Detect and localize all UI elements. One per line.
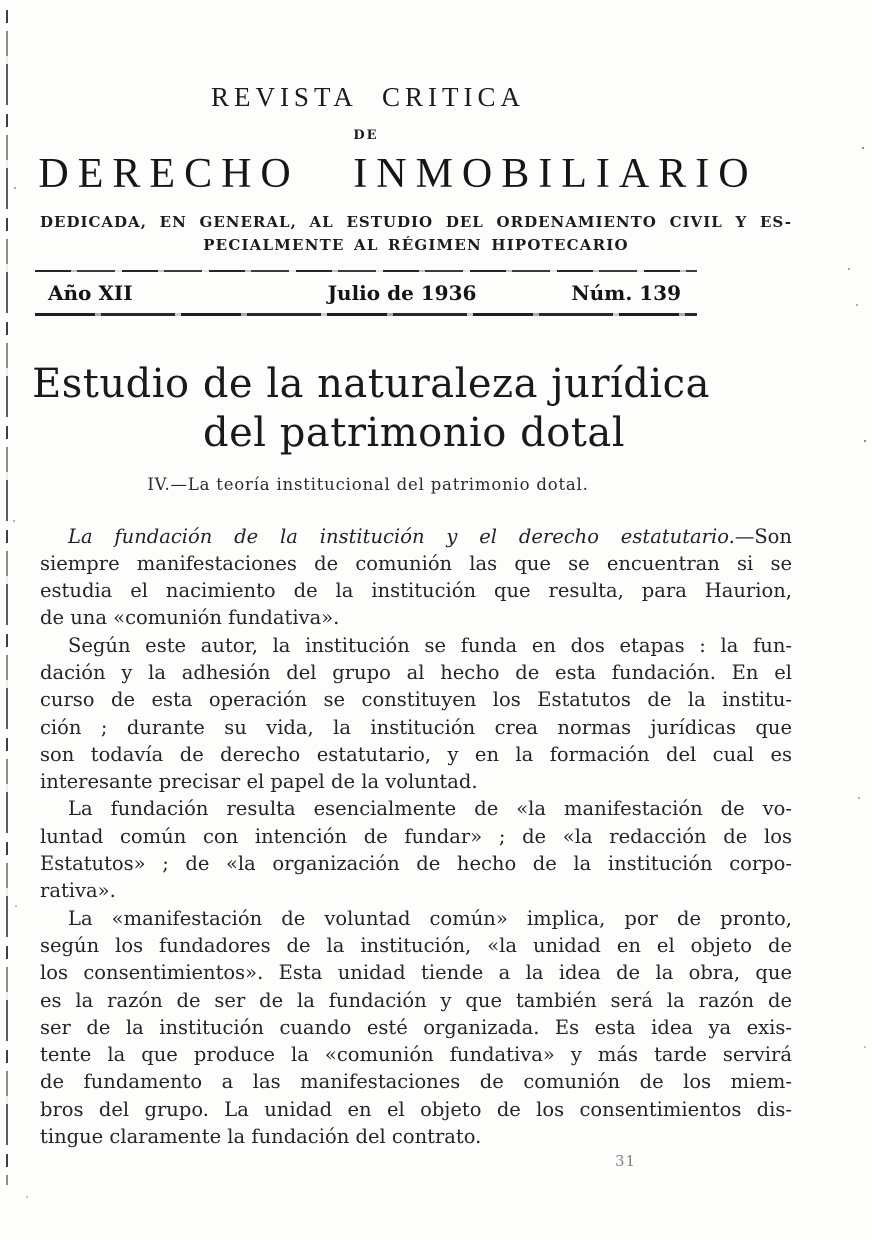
journal-subtitle-line1: DEDICADA, EN GENERAL, AL ESTUDIO DEL ORDENAMIENTO CIVIL Y ES- xyxy=(40,213,792,231)
issue-date: Julio de 1936 xyxy=(327,280,477,305)
issue-year: Año XII xyxy=(48,280,133,305)
paragraph xyxy=(40,795,792,904)
body-line: luntad común con intención de fundar» ; de «la redacción de los xyxy=(40,824,792,848)
issue-number: Núm. 139 xyxy=(571,280,681,305)
body-line: los consentimientos». Esta unidad tiende a la idea de la obra, que xyxy=(40,961,792,985)
paragraph xyxy=(40,632,792,796)
issue-bar-bottom-rule xyxy=(35,313,697,316)
body-line: tente la que produce la «comunión fundativa» y más tarde servirá xyxy=(40,1043,792,1067)
issue-bar-row xyxy=(35,272,697,313)
article-title-line2: del patrimonio dotal xyxy=(203,409,625,456)
journal-title-de: DE xyxy=(353,128,379,143)
body-line: estudia el nacimiento de la institución que resulta, para Haurion, xyxy=(40,579,792,603)
masthead xyxy=(40,82,792,257)
body-line: Estatutos» ; de «la organización de hecho de la institución corpo- xyxy=(40,852,792,876)
body-line: siempre manifestaciones de comunión las que se encuentran si se xyxy=(40,551,792,575)
body-line: es la razón de ser de la fundación y que también será la razón de xyxy=(40,988,792,1012)
article-body xyxy=(40,523,792,1151)
paragraph xyxy=(40,523,792,632)
body-line: dación y la adhesión del grupo al hecho de esta fundación. En el xyxy=(40,660,792,684)
section-heading: IV.—La teoría institucional del patrimonio dotal. xyxy=(147,474,589,494)
page-content xyxy=(32,0,792,1150)
article-title-line1: Estudio de la naturaleza jurídica xyxy=(32,360,710,407)
article-title xyxy=(32,360,792,458)
body-line: según los fundadores de la institución, «la unidad en el objeto de xyxy=(40,933,792,957)
body-line: interesante precisar el papel de la voluntad. xyxy=(40,770,478,794)
body-line: tingue claramente la fundación del contrato. xyxy=(40,1125,482,1149)
body-line: de fundamento a las manifestaciones de comunión de los miem- xyxy=(40,1070,792,1094)
body-line: La fundación de la institución y el derecho estatutario.—Son xyxy=(68,524,792,548)
journal-title-top: REVISTA CRITICA xyxy=(210,82,526,112)
body-line: son todavía de derecho estatutario, y en la formación del cual es xyxy=(40,742,792,766)
page-number: 31 xyxy=(615,1152,637,1170)
scan-gutter-artifact xyxy=(6,10,8,1185)
body-line: bros del grupo. La unidad en el objeto de los consentimientos dis- xyxy=(40,1097,792,1121)
body-line: ción ; durante su vida, la institución crea normas jurídicas que xyxy=(40,715,792,739)
body-line: rativa». xyxy=(40,879,116,903)
body-line: ser de la institución cuando esté organizada. Es esta idea ya exis- xyxy=(40,1015,792,1039)
paragraph xyxy=(40,905,792,1151)
italic-lead: La fundación de la institución y el derecho estatutario. xyxy=(68,524,735,548)
journal-title-main: DERECHO INMOBILIARIO xyxy=(38,151,758,197)
body-line: Según este autor, la institución se funda en dos etapas : la fun- xyxy=(68,633,792,657)
body-line: de una «comunión fundativa». xyxy=(40,606,340,630)
body-line: La «manifestación de voluntad común» implica, por de pronto, xyxy=(68,906,792,930)
journal-subtitle xyxy=(40,211,792,257)
scan-specks xyxy=(0,0,2,2)
journal-subtitle-line2: PECIALMENTE AL RÉGIMEN HIPOTECARIO xyxy=(203,236,629,254)
body-line: La fundación resulta esencialmente de «la manifestación de vo- xyxy=(68,797,792,821)
body-line: curso de esta operación se constituyen los Estatutos de la institu- xyxy=(40,688,792,712)
issue-bar xyxy=(35,270,697,316)
